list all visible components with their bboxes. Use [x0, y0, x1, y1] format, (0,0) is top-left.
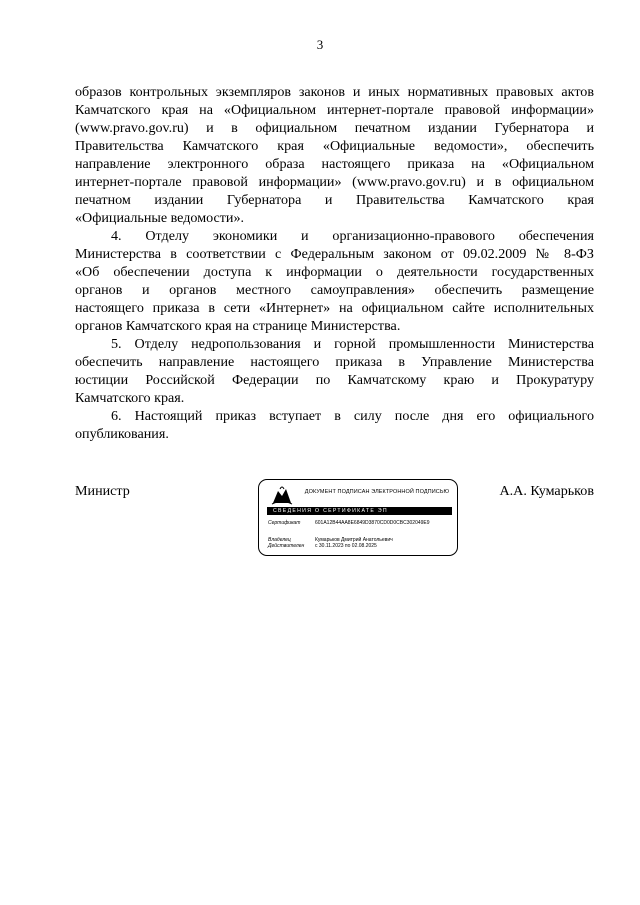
body-line: печатном издании Губернатора и Правительства Камчатского края — [75, 192, 594, 208]
body-line: (www.pravo.gov.ru) и в официальном печатном издании Губернатора и — [75, 120, 594, 136]
stamp-certificate-label: Сертификат — [268, 520, 301, 526]
coat-of-arms-icon — [271, 485, 293, 505]
body-line: настоящего приказа в сети «Интернет» на официальном сайте исполнительных — [75, 300, 594, 316]
body-line: 6. Настоящий приказ вступает в силу после дня его официального — [111, 408, 594, 424]
stamp-header: ДОКУМЕНТ ПОДПИСАН ЭЛЕКТРОННОЙ ПОДПИСЬЮ — [304, 489, 450, 495]
stamp-owner-value: Кумарьков Дмитрий Анатольевич — [315, 537, 393, 543]
body-line: интернет-портале правовой информации» (www.pravo.gov.ru) и в официальном — [75, 174, 594, 190]
stamp-certificate-row — [268, 520, 445, 526]
page-number: 3 — [316, 37, 324, 52]
electronic-signature-stamp — [258, 479, 458, 556]
signer-name: А.А. Кумарьков — [499, 483, 594, 499]
body-line: 4. Отделу экономики и организационно-правового обеспечения — [111, 228, 594, 244]
body-line: «Официальные ведомости». — [75, 210, 245, 226]
body-line: направление электронного образа настоящего приказа на «Официальном — [75, 156, 594, 172]
body-line: «Об обеспечении доступа к информации о деятельности государственных — [75, 264, 594, 280]
body-line: органов Камчатского края на странице Министерства. — [75, 318, 401, 334]
body-line: образов контрольных экземпляров законов и иных нормативных правовых актов — [75, 84, 594, 100]
stamp-certificate-value: 601A12B44AA8E6849D3870CD0D0CBC302049E9 — [315, 520, 430, 526]
body-line: Камчатского края. — [75, 390, 185, 406]
body-line: Министерства в соответствии с Федеральным законом от 09.02.2009 № 8-ФЗ — [75, 246, 594, 262]
stamp-valid-value: с 30.11.2023 по 02.08.2025 — [315, 543, 377, 549]
stamp-valid-label: Действителен — [268, 543, 305, 549]
body-line: опубликования. — [75, 426, 169, 442]
stamp-valid-row — [268, 543, 445, 549]
body-line: органов и органов местного самоуправления» обеспечить размещение — [75, 282, 594, 298]
signer-position: Министр — [75, 483, 130, 499]
body-line: юстиции Российской Федерации по Камчатскому краю и Прокуратуру — [75, 372, 594, 388]
body-line: Камчатского края на «Официальном интернет-портале правовой информации» — [75, 102, 594, 118]
body-line: Правительства Камчатского края «Официальные ведомости», обеспечить — [75, 138, 594, 154]
stamp-title-bar: СВЕДЕНИЯ О СЕРТИФИКАТЕ ЭП — [267, 507, 452, 515]
body-line: обеспечить направление настоящего приказа в Управление Министерства — [75, 354, 594, 370]
body-line: 5. Отделу недропользования и горной промышленности Министерства — [111, 336, 594, 352]
stamp-owner-label: Владелец — [268, 537, 291, 543]
